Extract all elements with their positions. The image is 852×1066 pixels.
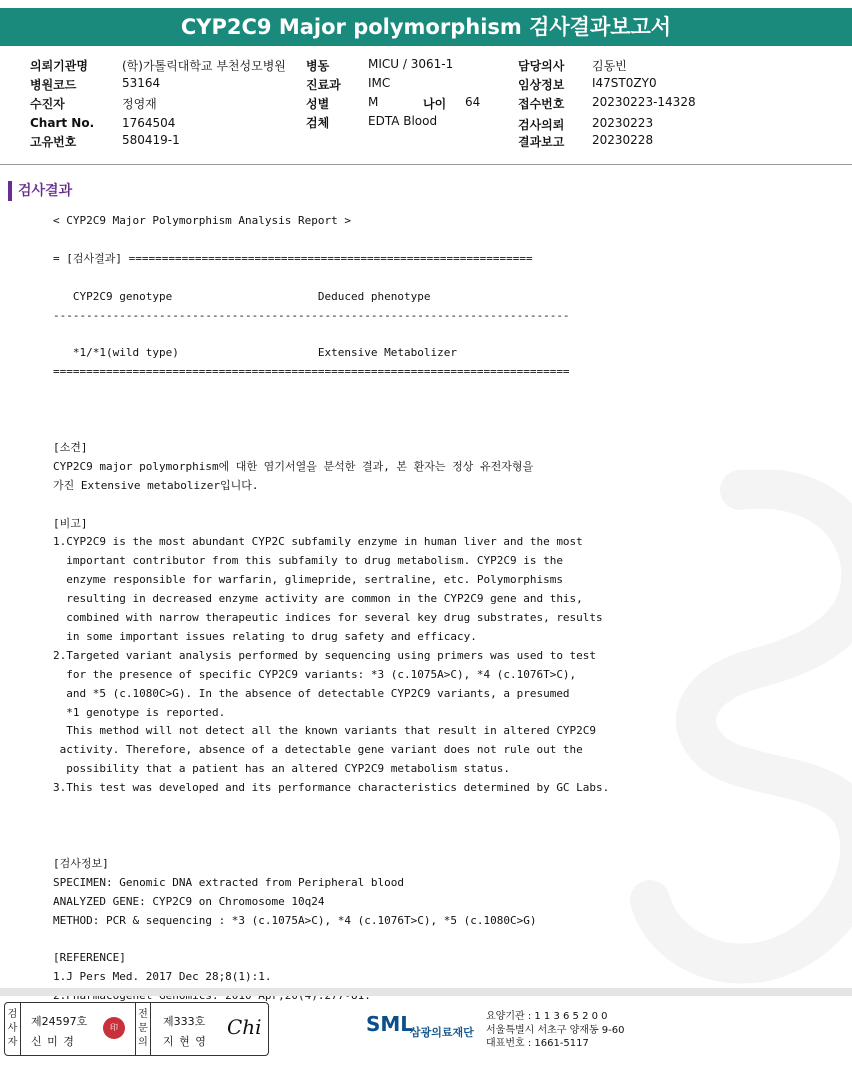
examiner-label: 검사자 [5, 1003, 21, 1055]
specialist-name: 지 현 영 [163, 1035, 207, 1048]
section-title: 검사결과 [8, 181, 72, 201]
specialist-license: 제333호 [163, 1015, 206, 1028]
examiner-license: 제24597호 [31, 1015, 88, 1028]
seal-stamp: 印 [103, 1017, 125, 1039]
org-name: 삼광의료재단 [410, 1026, 474, 1039]
footer-divider [0, 988, 852, 996]
signature: Chi [227, 1015, 262, 1039]
signature-box [4, 1002, 269, 1056]
org-phone: 대표번호 : 1661-5117 [486, 1038, 589, 1049]
report-title: CYP2C9 Major polymorphism 검사결과보고서 [0, 8, 852, 46]
report-body: < CYP2C9 Major Polymorphism Analysis Report > = [검사결과] ============================================================= CYP2C9 genotype Deduced phenotype ------------------------------------------------------------------------------ *1/*1(wild type) Extensive Metabolizer ============================================================================== [소견] CYP2C9 major polymorphism에 대한 염기서열을 분석한 결과, 본 환자는 정상 유전자형을 가진 Extensive metabolizer입니다. [비고] 1.CYP2C9 is the most abundant CYP2C subfamily enzyme in human liver and the most important contributor from this subfamily to drug metabolism. CYP2C9 is the enzyme responsible for warfarin, glimepride, sertraline, etc. Polymorphisms resulting in decreased enzyme activity are common in the CYP2C9 gene and this, combined with narrow therapeutic indices for several key drug substrates, results in some important issues relating to drug safety and efficacy. 2.Targeted variant analysis performed by sequencing using primers was used to test for the presence of specific CYP2C9 variants: *3 (c.1075A>C), *4 (c.1076T>C), and *5 (c.1080C>G). In the absence of detectable CYP2C9 variants, a presumed *1 genotype is reported. This method will not detect all the known variants that result in altered CYP2C9 activity. Therefore, absence of a detectable gene variant does not rule out the possibility that a patient has an altered CYP2C9 metabolism status. 3.This test was developed and its performance characteristics determined by GC Labs. [검사정보] SPECIMEN: Genomic DNA extracted from Peripheral blood ANALYZED GENE: CYP2C9 on Chromosome 10q24 METHOD: PCR & sequencing : *3 (c.1075A>C), *4 (c.1076T>C), *5 (c.1080C>G) [REFERENCE] 1.J Pers Med. 2017 Dec 28;8(1):1. [53, 214, 610, 984]
org-logo: SML [366, 1012, 414, 1036]
org-address: 서울특별시 서초구 양재동 9-60 [486, 1024, 625, 1036]
watermark-logo [620, 470, 852, 990]
org-info [486, 1010, 625, 1051]
patient-header: 의뢰기관명 (학)가톨릭대학교 부천성모병원 병원코드 53164 수진자 정영재 Chart No. 1764504 고유번호 580419-1 병동 MICU / 3061-1 진료과 IMC 성별 M 나이 64 검체 EDTA Blood 담당의사 김동빈 임상정보 I47ST0ZY0 접수번호 20230223-14328 검사의뢰 20230223 결과보고 20230228 [0, 48, 852, 165]
specialist-label: 전문의 [135, 1003, 151, 1055]
org-code: 요양기관 : 1 1 3 6 5 2 0 0 [486, 1011, 608, 1022]
examiner-name: 신 미 경 [31, 1035, 75, 1048]
